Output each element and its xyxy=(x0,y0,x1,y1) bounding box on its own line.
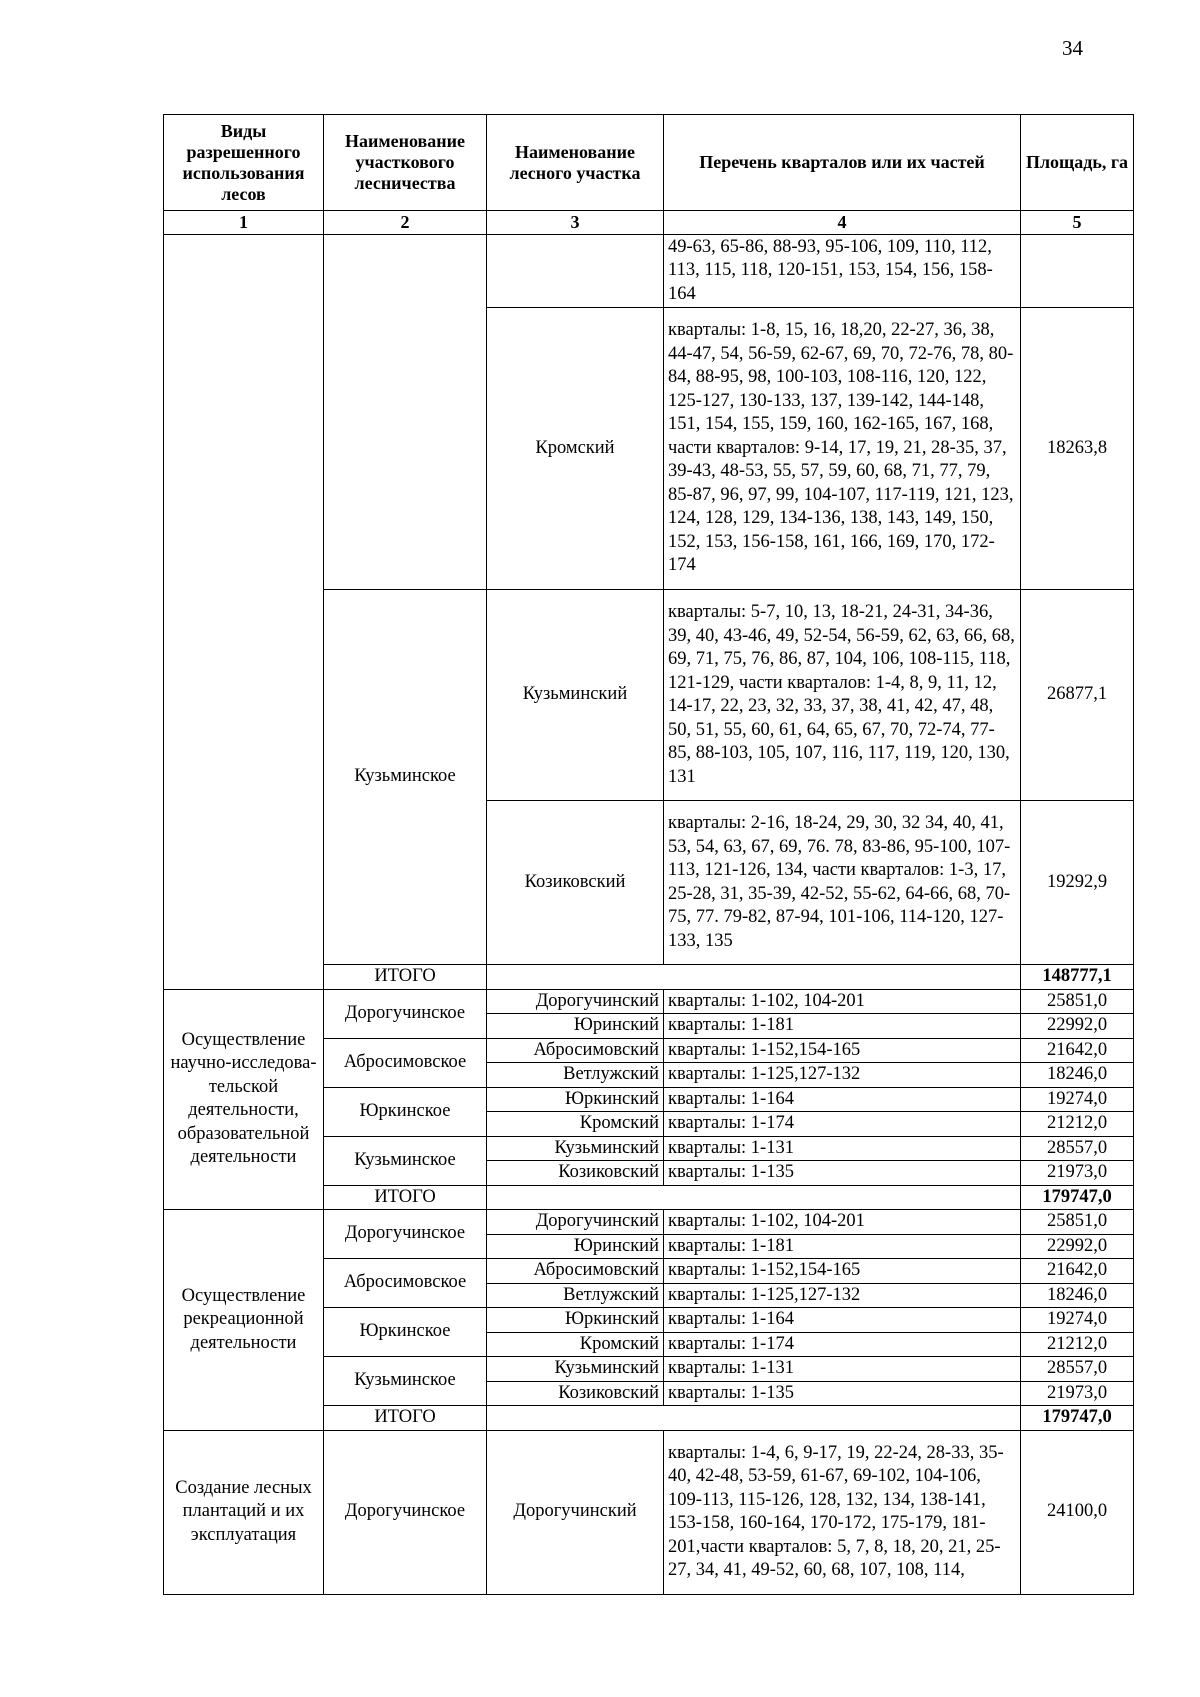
use-type: Создание лесных плантаций и их эксплуатация xyxy=(164,1430,324,1594)
quarters-list: кварталы: 1-102, 104-201 xyxy=(664,989,1021,1014)
quarters-list: 49-63, 65-86, 88-93, 95-106, 109, 110, 112, 113, 115, 118, 120-151, 153, 154, 156, 158-164 xyxy=(664,235,1021,308)
total-label: ИТОГО xyxy=(324,965,487,990)
quarters-list: кварталы: 1-152,154-165 xyxy=(664,1259,1021,1284)
area-value: 21212,0 xyxy=(1021,1332,1134,1357)
header-quarters: Перечень кварталов или их частей xyxy=(664,115,1021,211)
district-name: Юркинское xyxy=(324,1087,487,1136)
total-value: 179747,0 xyxy=(1021,1406,1134,1431)
total-empty xyxy=(487,1185,1021,1210)
quarters-list: кварталы: 1-4, 6, 9-17, 19, 22-24, 28-33, 35-40, 42-48, 53-59, 61-67, 69-102, 104-106, 109-113, 115-126, 128, 132, 134, 138-141, 153-158, 160-164, 170-172, 175-179, 181-201,части кварталов: 5, 7, 8, 18, 20, 21, 25-27, 34, 41, 49-52, 60, 68, 107, 108, 114, xyxy=(664,1430,1021,1594)
area-cell-empty xyxy=(1021,235,1134,308)
area-value: 22992,0 xyxy=(1021,1234,1134,1259)
area-name: Кузьминский xyxy=(487,590,664,801)
area-name: Кузьминский xyxy=(487,1357,664,1382)
area-value: 21642,0 xyxy=(1021,1038,1134,1063)
district-name: Кузьминское xyxy=(324,1357,487,1406)
header-use-type: Виды разрешенного использования лесов xyxy=(164,115,324,211)
area-value: 19274,0 xyxy=(1021,1308,1134,1333)
quarters-list: кварталы: 1-125,127-132 xyxy=(664,1283,1021,1308)
area-name: Абросимовский xyxy=(487,1259,664,1284)
use-type: Осуществление научно-исследова-тельской деятельности, образовательной деятельности xyxy=(164,989,324,1210)
area-value: 18263,8 xyxy=(1021,308,1134,590)
district-name: Дорогучинское xyxy=(324,1210,487,1259)
column-number-row xyxy=(164,211,1134,235)
area-value: 18246,0 xyxy=(1021,1283,1134,1308)
use-type-cell-empty xyxy=(164,235,324,990)
area-name: Юринский xyxy=(487,1234,664,1259)
table-header-row xyxy=(164,115,1134,211)
quarters-list: кварталы: 2-16, 18-24, 29, 30, 32 34, 40, 41, 53, 54, 63, 67, 69, 76. 78, 83-86, 95-100, 107-113, 121-126, 134, части кварталов: 1-3, 17, 25-28, 31, 35-39, 42-52, 55-62, 64-66, 68, 70-75, 77. 79-82, 87-94, 101-106, 114-120, 127-133, 135 xyxy=(664,801,1021,965)
quarters-list: кварталы: 1-164 xyxy=(664,1087,1021,1112)
district-name: Абросимовское xyxy=(324,1259,487,1308)
area-value: 18246,0 xyxy=(1021,1063,1134,1088)
area-value: 21212,0 xyxy=(1021,1112,1134,1137)
quarters-list: кварталы: 1-181 xyxy=(664,1014,1021,1039)
area-value: 19274,0 xyxy=(1021,1087,1134,1112)
quarters-list: кварталы: 1-174 xyxy=(664,1112,1021,1137)
area-name: Ветлужский xyxy=(487,1283,664,1308)
page-number: 34 xyxy=(1062,36,1083,60)
column-number: 1 xyxy=(164,211,324,235)
area-value: 21973,0 xyxy=(1021,1161,1134,1186)
district-name: Дорогучинское xyxy=(324,1430,487,1594)
total-empty xyxy=(487,965,1021,990)
area-value: 21642,0 xyxy=(1021,1259,1134,1284)
area-name: Дорогучинский xyxy=(487,1210,664,1235)
column-number: 4 xyxy=(664,211,1021,235)
table-row xyxy=(164,989,1134,1014)
area-value: 24100,0 xyxy=(1021,1430,1134,1594)
area-value: 25851,0 xyxy=(1021,989,1134,1014)
quarters-list: кварталы: 5-7, 10, 13, 18-21, 24-31, 34-36, 39, 40, 43-46, 49, 52-54, 56-59, 62, 63, 66, 68, 69, 71, 75, 76, 86, 87, 104, 106, 108-115, 118, 121-129, части кварталов: 1-4, 8, 9, 11, 12, 14-17, 22, 23, 32, 33, 37, 38, 41, 42, 47, 48, 50, 51, 55, 60, 61, 64, 65, 67, 70, 72-74, 77-85, 88-103, 105, 107, 116, 117, 119, 120, 130, 131 xyxy=(664,590,1021,801)
area-name: Юркинский xyxy=(487,1308,664,1333)
column-number: 2 xyxy=(324,211,487,235)
area-name: Кузьминский xyxy=(487,1136,664,1161)
total-empty xyxy=(487,1406,1021,1431)
area-value: 21973,0 xyxy=(1021,1381,1134,1406)
area-value: 22992,0 xyxy=(1021,1014,1134,1039)
area-name: Кромский xyxy=(487,308,664,590)
district-name: Кузьминское xyxy=(324,590,487,965)
area-name: Козиковский xyxy=(487,801,664,965)
area-name: Юринский xyxy=(487,1014,664,1039)
quarters-list: кварталы: 1-131 xyxy=(664,1136,1021,1161)
quarters-list: кварталы: 1-174 xyxy=(664,1332,1021,1357)
quarters-list: кварталы: 1-131 xyxy=(664,1357,1021,1382)
column-number: 3 xyxy=(487,211,664,235)
area-name: Кромский xyxy=(487,1112,664,1137)
area-name: Дорогучинский xyxy=(487,1430,664,1594)
area-name: Дорогучинский xyxy=(487,989,664,1014)
area-name: Козиковский xyxy=(487,1161,664,1186)
table-row xyxy=(164,1430,1134,1594)
area-name: Козиковский xyxy=(487,1381,664,1406)
quarters-list: кварталы: 1-135 xyxy=(664,1161,1021,1186)
quarters-list: кварталы: 1-102, 104-201 xyxy=(664,1210,1021,1235)
total-value: 179747,0 xyxy=(1021,1185,1134,1210)
area-value: 28557,0 xyxy=(1021,1136,1134,1161)
quarters-list: кварталы: 1-8, 15, 16, 18,20, 22-27, 36, 38, 44-47, 54, 56-59, 62-67, 69, 70, 72-76, 78, 80-84, 88-95, 98, 100-103, 108-116, 120, 122, 125-127, 130-133, 137, 139-142, 144-148, 151, 154, 155, 159, 160, 162-165, 167, 168, части кварталов: 9-14, 17, 19, 21, 28-35, 37, 39-43, 48-53, 55, 57, 59, 60, 68, 71, 77, 79, 85-87, 96, 97, 99, 104-107, 117-119, 121, 123, 124, 128, 129, 134-136, 138, 143, 149, 150, 152, 153, 156-158, 161, 166, 169, 170, 172-174 xyxy=(664,308,1021,590)
use-type: Осуществление рекреационной деятельности xyxy=(164,1210,324,1431)
total-label: ИТОГО xyxy=(324,1185,487,1210)
area-name: Абросимовский xyxy=(487,1038,664,1063)
column-number: 5 xyxy=(1021,211,1134,235)
header-area: Площадь, га xyxy=(1021,115,1134,211)
area-value: 25851,0 xyxy=(1021,1210,1134,1235)
district-name: Юркинское xyxy=(324,1308,487,1357)
area-value: 26877,1 xyxy=(1021,590,1134,801)
district-name: Кузьминское xyxy=(324,1136,487,1185)
area-value: 19292,9 xyxy=(1021,801,1134,965)
header-forest-area: Наименование лесного участка xyxy=(487,115,664,211)
quarters-list: кварталы: 1-135 xyxy=(664,1381,1021,1406)
total-label: ИТОГО xyxy=(324,1406,487,1431)
quarters-list: кварталы: 1-164 xyxy=(664,1308,1021,1333)
header-district: Наименование участкового лесничества xyxy=(324,115,487,211)
district-cell-empty xyxy=(324,235,487,590)
table-row xyxy=(164,1210,1134,1235)
quarters-list: кварталы: 1-152,154-165 xyxy=(664,1038,1021,1063)
table-row xyxy=(164,235,1134,308)
area-name-cell-empty xyxy=(487,235,664,308)
area-name: Юркинский xyxy=(487,1087,664,1112)
district-name: Дорогучинское xyxy=(324,989,487,1038)
quarters-list: кварталы: 1-125,127-132 xyxy=(664,1063,1021,1088)
quarters-list: кварталы: 1-181 xyxy=(664,1234,1021,1259)
area-name: Ветлужский xyxy=(487,1063,664,1088)
area-value: 28557,0 xyxy=(1021,1357,1134,1382)
district-name: Абросимовское xyxy=(324,1038,487,1087)
forest-use-table xyxy=(163,114,1134,1595)
total-value: 148777,1 xyxy=(1021,965,1134,990)
area-name: Кромский xyxy=(487,1332,664,1357)
